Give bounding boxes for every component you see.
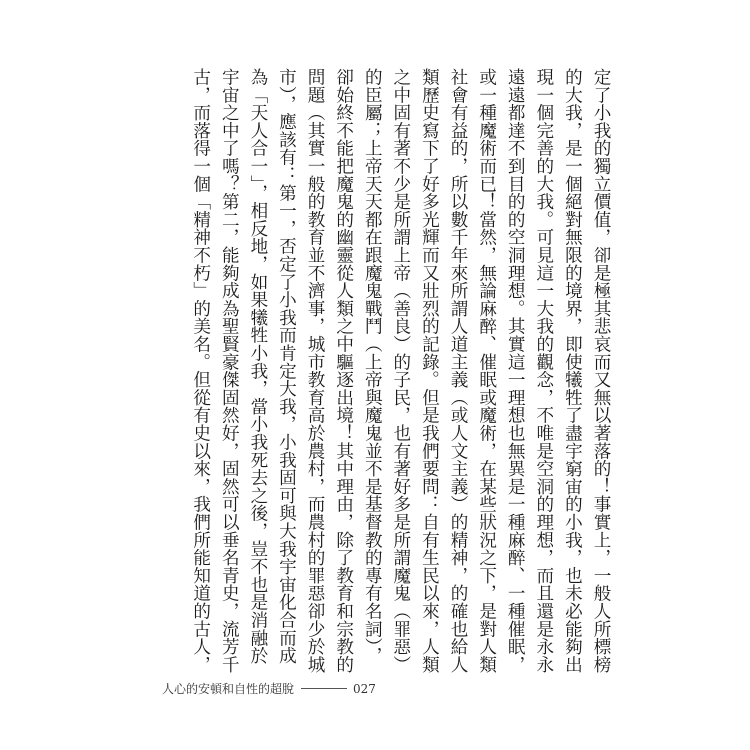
text-column-15: 古，而落得一個「精神不朽」的美名。但從有史以來，我們所能知道的古人， [190, 68, 211, 674]
text-column-9: 的臣屬；上帝天天都在跟魔鬼戰鬥（上帝與魔鬼並不是基督教的專有名詞）， [362, 68, 383, 665]
page-footer [162, 680, 376, 697]
text-column-2: 的大我，是一個絕對無限的境界，即使犧牲了盡宇窮宙的小我，也未必能夠出 [562, 68, 583, 674]
body-text [186, 68, 615, 674]
text-column-7: 類歷史寫下了好多光輝而又壯烈的記錄。但是我們要問：自有生民以來，人類 [419, 68, 440, 674]
text-column-13: 為「天人合一」，相反地，如果犧牲小我，當小我死去之後，豈不也是消融於 [247, 68, 268, 665]
text-column-14: 宇宙之中了嗎？第二，能夠成為聖賢豪傑固然好，固然可以垂名青史，流芳千 [219, 68, 240, 674]
text-column-5: 或一種魔術而已！當然，無論麻醉、催眠或魔術，在某些狀況之下，是對人類 [476, 68, 497, 674]
text-column-8: 之中固有著不少是所謂上帝（善良）的子民，也有著好多是所謂魔鬼（罪惡） [390, 68, 411, 674]
text-column-12: 市），應該有：第一，否定了小我而肯定大我，小我固可與大我宇宙化合而成 [276, 68, 297, 665]
footer-rule [301, 688, 347, 689]
text-column-3: 現一個完善的大我。可見這一大我的觀念，不唯是空洞的理想，而且還是永永 [533, 68, 554, 674]
text-column-4: 遠遠都達不到目的的空洞理想。其實這一理想也無異是一種麻醉、一種催眠， [505, 68, 526, 674]
text-column-6: 社會有益的，所以數千年來所謂人道主義（或人文主義）的精神，的確也給人 [448, 68, 469, 674]
text-column-1: 定了小我的獨立價值，卻是極其悲哀而又無以著落的！事實上，一般人所標榜 [591, 68, 611, 674]
running-title: 人心的安頓和自性的超脫 [162, 682, 295, 696]
page-number: 027 [353, 681, 376, 696]
text-column-11: 問題（其實一般的教育並不濟事，城市教育高於農村，而農村的罪惡卻少於城 [305, 68, 326, 674]
text-column-10: 卻始終不能把魔鬼的幽靈從人類之中驅逐出境！其中理由，除了教育和宗教的 [333, 68, 354, 674]
